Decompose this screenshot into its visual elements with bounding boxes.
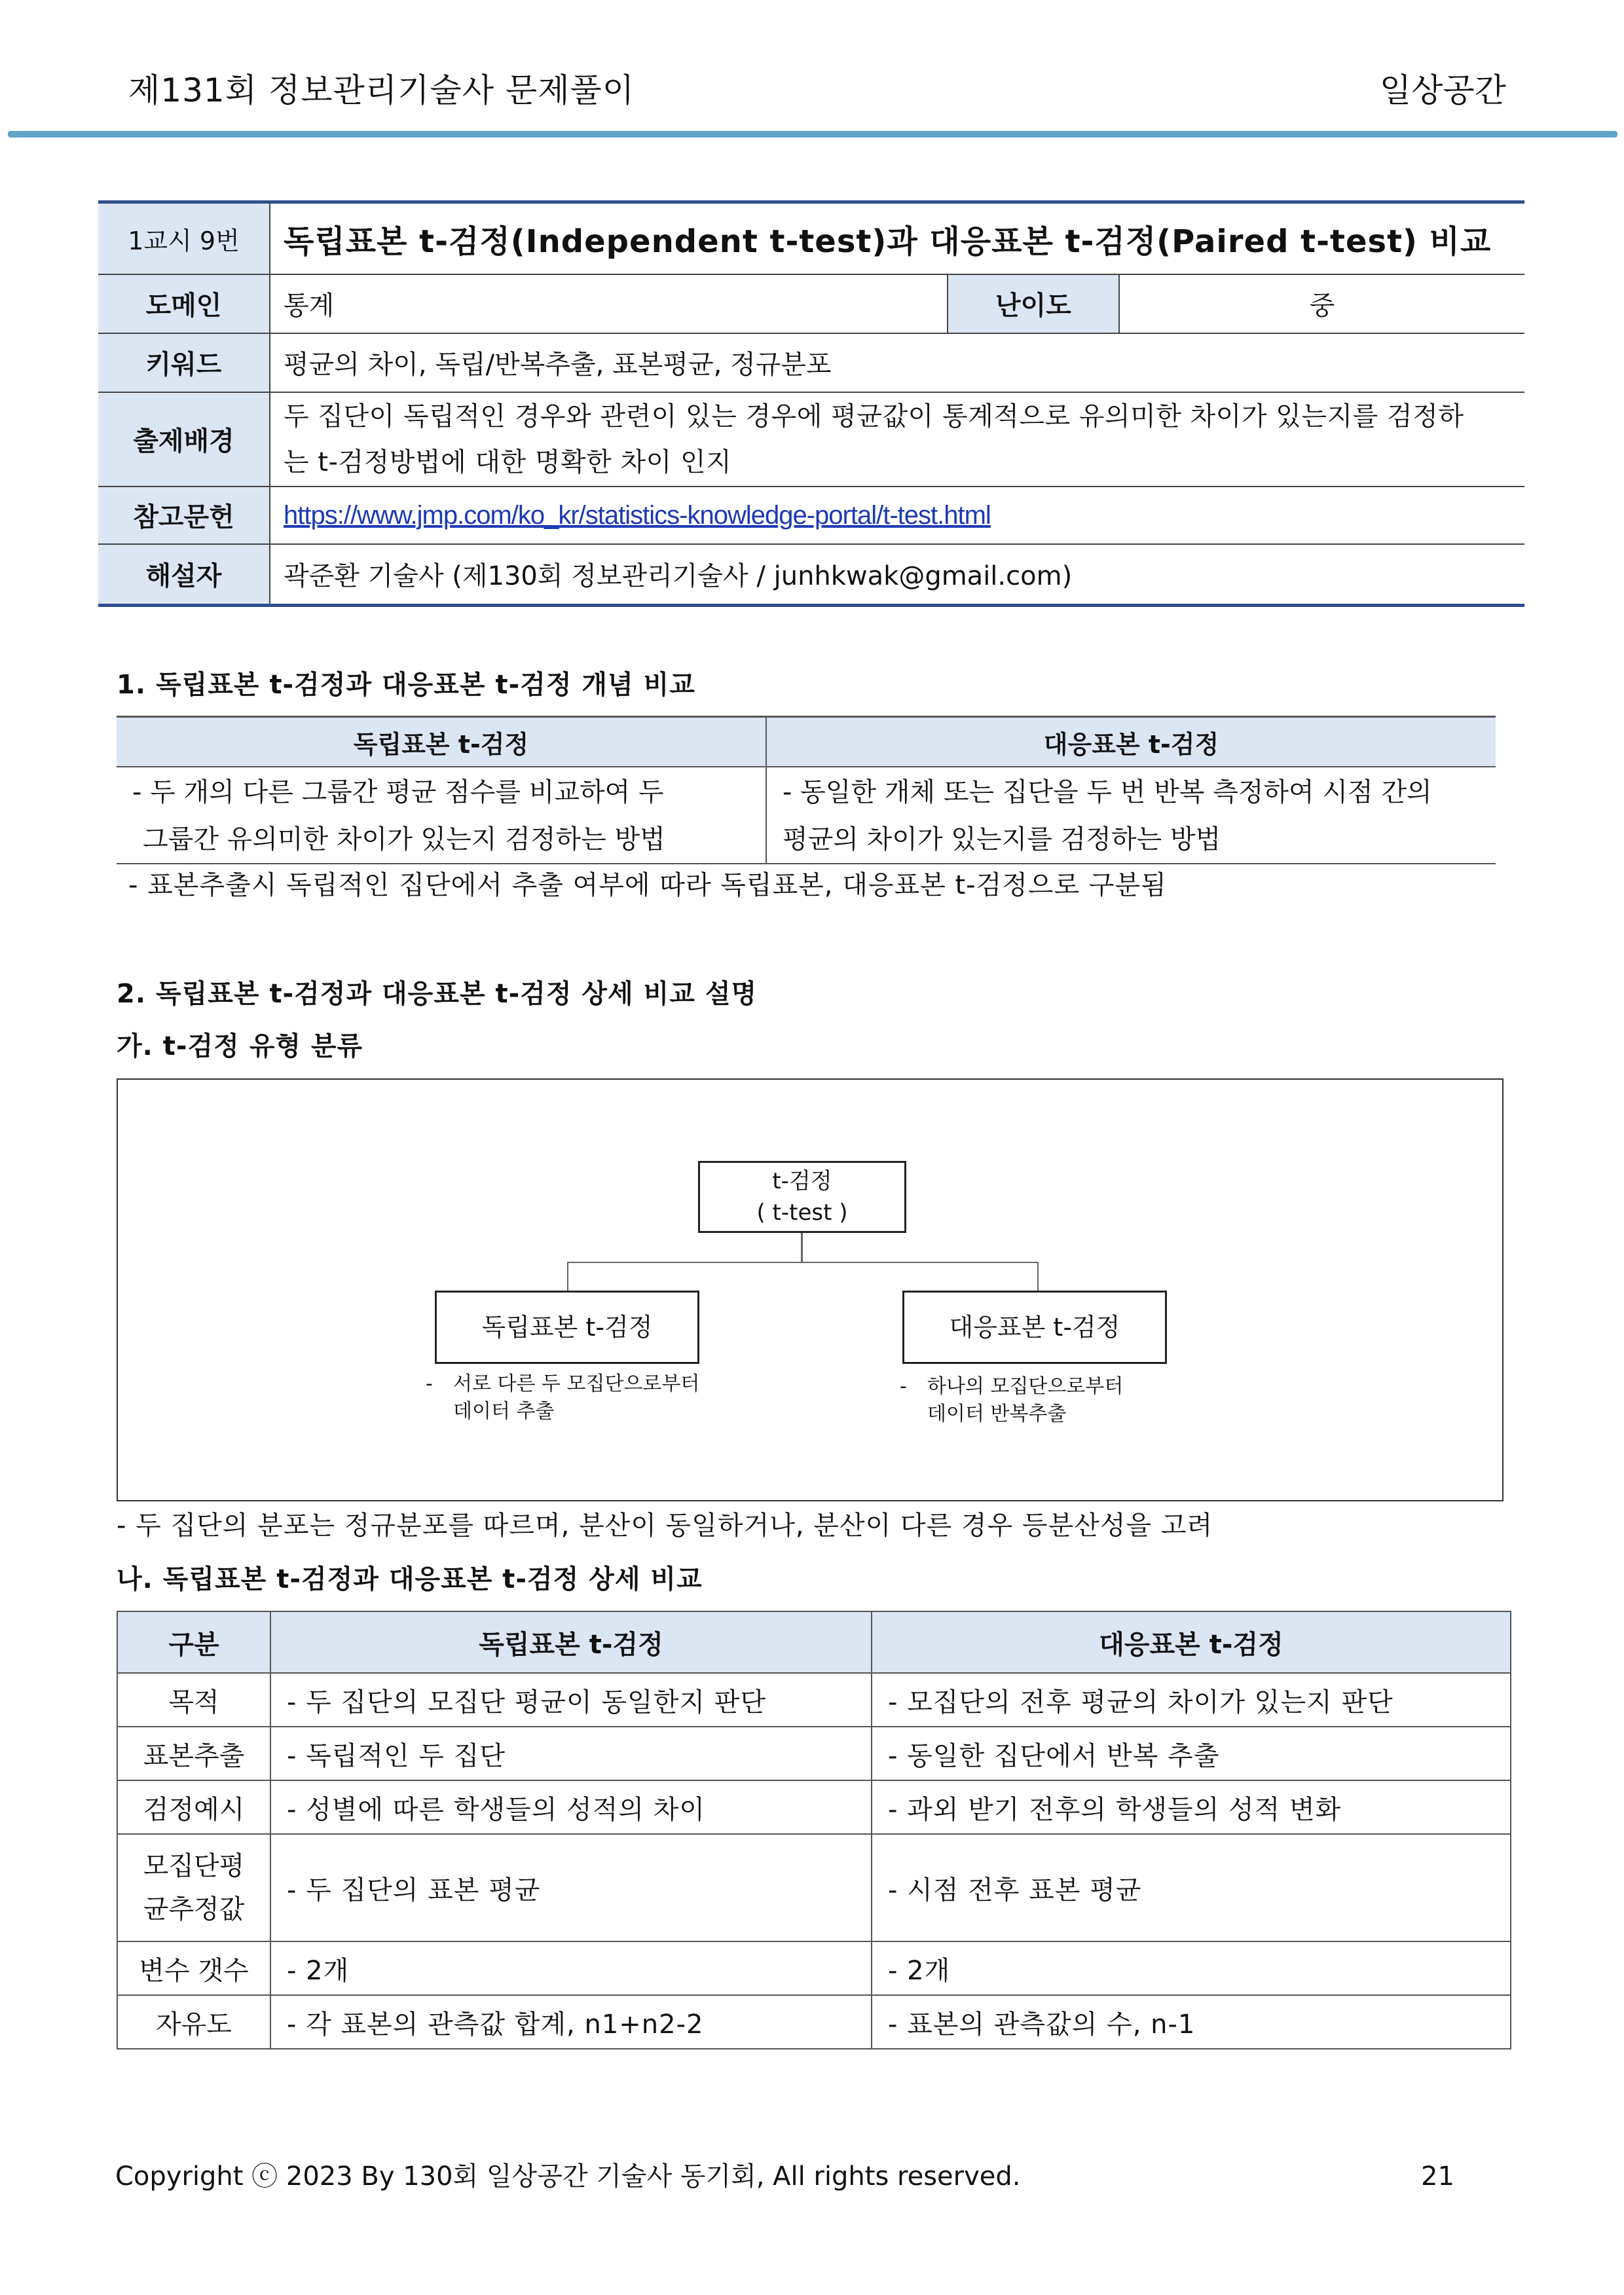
row-sampling-label: 표본추출	[117, 1727, 270, 1780]
footer-copyright: Copyright ⓒ 2023 By 130회 일상공간 기술사 동기회, All rights reserved.	[115, 2161, 1021, 2192]
compare-header-paired: 대응표본 t-검정	[872, 1611, 1511, 1673]
concept-col-independent: 독립표본 t-검정	[117, 717, 766, 767]
detail-compare-table	[117, 1611, 1511, 2049]
question-number: 1교시 9번	[98, 202, 270, 274]
header-divider	[8, 131, 1617, 138]
reference-label: 참고문헌	[98, 487, 270, 544]
diagram-paired-desc-line-1: 하나의 모집단으로부터	[927, 1375, 1124, 1398]
diagram-connector-left	[567, 1262, 568, 1293]
row-estimate-label	[117, 1834, 270, 1941]
row-dof-independent: - 각 표본의 관측값 합계, n1+n2-2	[270, 1995, 872, 2049]
concept-independent-line-1: - 두 개의 다른 그룹간 평균 점수를 비교하여 두	[132, 777, 664, 807]
background-line-1: 두 집단이 독립적인 경우와 관련이 있는 경우에 평균값이 통계적으로 유의미한 차이가 있는지를 검정하	[284, 401, 1464, 431]
page-header-brand: 일상공간	[1379, 71, 1506, 109]
diagram-paired-desc-line-2: 데이터 반복추출	[927, 1403, 1067, 1425]
row-estimate-independent: - 두 집단의 표본 평균	[270, 1834, 872, 1941]
page-header-title: 제131회 정보관리기술사 문제풀이	[128, 71, 635, 109]
diagram-root-line-2: ( t-test )	[756, 1200, 848, 1226]
question-title: 독립표본 t-검정(Independent t-test)과 대응표본 t-검정(Paired t-test) 비교	[270, 202, 1524, 274]
background-value	[270, 392, 1524, 487]
diagram-independent-desc-dash: -	[426, 1372, 433, 1395]
section-1-heading: 1. 독립표본 t-검정과 대응표본 t-검정 개념 비교	[117, 670, 695, 700]
concept-paired-line-2: 평균의 차이가 있는지를 검정하는 방법	[783, 824, 1221, 854]
row-sampling-paired: - 동일한 집단에서 반복 추출	[872, 1727, 1511, 1780]
diagram-connector-right	[1037, 1262, 1039, 1293]
row-purpose-label: 목적	[117, 1673, 270, 1727]
diagram-independent-box	[435, 1291, 699, 1364]
concept-independent-desc	[117, 767, 766, 864]
diagram-independent-label: 독립표본 t-검정	[481, 1313, 653, 1342]
row-estimate-label-line-2: 균추정값	[143, 1894, 245, 1924]
row-variables-label: 변수 갯수	[117, 1941, 270, 1995]
background-label: 출제배경	[98, 392, 270, 487]
diagram-paired-desc	[927, 1373, 1123, 1428]
diagram-connector-root	[801, 1233, 803, 1263]
row-variables-independent: - 2개	[270, 1941, 872, 1995]
diagram-root-line-1: t-검정	[772, 1168, 832, 1194]
compare-header-independent: 독립표본 t-검정	[270, 1611, 872, 1673]
diagram-independent-desc	[453, 1370, 699, 1425]
diagram-independent-desc-line-2: 데이터 추출	[453, 1400, 555, 1423]
diagram-independent-desc-line-1: 서로 다른 두 모집단으로부터	[453, 1372, 700, 1395]
keyword-label: 키워드	[98, 333, 270, 392]
reference-link[interactable]: https://www.jmp.com/ko_kr/statistics-knowledge-portal/t-test.html	[284, 500, 991, 530]
author-value: 곽준환 기술사 (제130회 정보관리기술사 / junhkwak@gmail.com)	[270, 544, 1524, 606]
diagram-paired-desc-dash: -	[900, 1375, 907, 1398]
concept-col-paired: 대응표본 t-검정	[766, 717, 1496, 767]
subsection-a-heading: 가. t-검정 유형 분류	[117, 1031, 363, 1061]
concept-compare-table	[117, 716, 1496, 864]
diagram-connector-horizontal	[567, 1262, 1039, 1263]
row-estimate-paired: - 시점 전후 표본 평균	[872, 1834, 1511, 1941]
diagram-paired-box	[902, 1291, 1167, 1364]
page-number: 21	[1421, 2161, 1454, 2192]
compare-header-category: 구분	[117, 1611, 270, 1673]
section-1-note: - 표본추출시 독립적인 집단에서 추출 여부에 따라 독립표본, 대응표본 t-검정으로 구분됨	[128, 870, 1167, 900]
author-label: 해설자	[98, 544, 270, 606]
row-dof-label: 자유도	[117, 1995, 270, 2049]
row-estimate-label-line-1: 모집단평	[143, 1851, 245, 1881]
concept-independent-line-2: 그룹간 유의미한 차이가 있는지 검정하는 방법	[143, 824, 665, 854]
diagram-root-box	[698, 1161, 906, 1233]
t-test-type-diagram	[117, 1078, 1504, 1501]
subsection-a-note: - 두 집단의 분포는 정규분포를 따르며, 분산이 동일하거나, 분산이 다른 경우 등분산성을 고려	[117, 1511, 1213, 1541]
row-sampling-independent: - 독립적인 두 집단	[270, 1727, 872, 1780]
row-example-independent: - 성별에 따른 학생들의 성적의 차이	[270, 1780, 872, 1834]
row-dof-paired: - 표본의 관측값의 수, n-1	[872, 1995, 1511, 2049]
keyword-value: 평균의 차이, 독립/반복추출, 표본평균, 정규분포	[270, 333, 1524, 392]
concept-paired-desc	[766, 767, 1496, 864]
row-example-label: 검정예시	[117, 1780, 270, 1834]
row-variables-paired: - 2개	[872, 1941, 1511, 1995]
difficulty-value: 중	[1119, 274, 1524, 333]
concept-paired-line-1: - 동일한 개체 또는 집단을 두 번 반복 측정하여 시점 간의	[783, 777, 1432, 807]
section-2-heading: 2. 독립표본 t-검정과 대응표본 t-검정 상세 비교 설명	[117, 979, 758, 1009]
domain-value: 통계	[270, 274, 948, 333]
subsection-b-heading: 나. 독립표본 t-검정과 대응표본 t-검정 상세 비교	[117, 1564, 703, 1594]
diagram-paired-label: 대응표본 t-검정	[949, 1313, 1120, 1342]
difficulty-label: 난이도	[948, 274, 1119, 333]
row-purpose-independent: - 두 집단의 모집단 평균이 동일한지 판단	[270, 1673, 872, 1727]
question-info-table	[98, 200, 1524, 607]
row-example-paired: - 과외 받기 전후의 학생들의 성적 변화	[872, 1780, 1511, 1834]
background-line-2: 는 t-검정방법에 대한 명확한 차이 인지	[284, 447, 732, 477]
row-purpose-paired: - 모집단의 전후 평균의 차이가 있는지 판단	[872, 1673, 1511, 1727]
domain-label: 도메인	[98, 274, 270, 333]
